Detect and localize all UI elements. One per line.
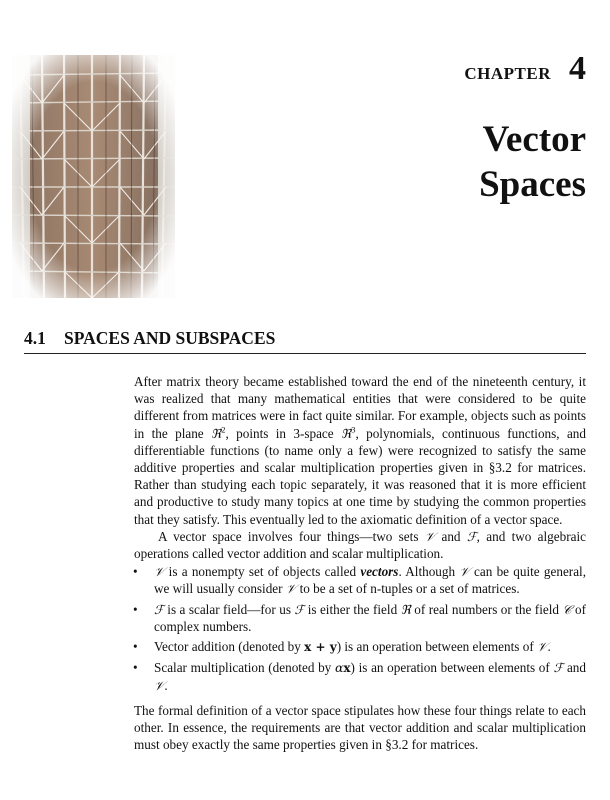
chapter-word: CHAPTER — [464, 64, 551, 83]
emphasis-vectors: vectors — [360, 564, 399, 580]
vector-x: x — [343, 661, 351, 676]
bullet-text: ) is an operation between elements of — [350, 660, 554, 676]
bullet-text: Vector addition (denoted by — [154, 639, 305, 655]
set-v-symbol: 𝒱 — [154, 678, 165, 694]
bullet-icon: • — [133, 660, 138, 676]
section-title: SPACES AND SUBSPACES — [64, 328, 276, 348]
bullet-text: is a scalar field—for us — [163, 601, 295, 617]
intro-text-2: , points in 3-space — [225, 425, 341, 441]
complex-symbol: 𝒞 — [562, 601, 572, 617]
chapter-photo-scaffolding — [12, 55, 175, 298]
chapter-title-line1: Vector — [482, 119, 586, 160]
bullet-text: . — [164, 678, 168, 694]
four-things-text-1: A vector space involves four things—two sets — [158, 528, 425, 544]
section-heading — [24, 326, 586, 354]
bullet-icon: • — [133, 601, 138, 617]
bullet-text: ) is an operation between elements of — [336, 639, 538, 655]
intro-text-1: After matrix theory became established toward the end of the nineteenth century, it was realized that many mathematical entities that were considered to be quite different from matrices were in fact quite similar. For example, objects such as points in the plane — [134, 374, 586, 441]
paragraph-four-things — [134, 528, 586, 562]
superscript-3: 3 — [351, 424, 356, 435]
bullet-text: to be a set of n-tuples or a set of matrices. — [296, 581, 520, 597]
set-f-symbol: ℱ — [294, 601, 305, 617]
set-v-symbol: 𝒱 — [459, 564, 470, 580]
bullet-text: Scalar multiplication (denoted by — [154, 660, 335, 676]
paragraph-intro — [134, 373, 586, 528]
chapter-title — [286, 117, 586, 207]
vector-sum: x + y — [304, 640, 337, 655]
chapter-label — [464, 50, 586, 88]
bullet-text: is either the field — [304, 601, 401, 617]
set-v-symbol: 𝒱 — [154, 564, 165, 580]
bullet-text: . Although — [398, 564, 460, 580]
chapter-title-line2: Spaces — [479, 164, 586, 205]
real-symbol: ℜ — [211, 425, 222, 441]
set-v-symbol: 𝒱 — [424, 528, 436, 544]
four-things-text-2: and — [435, 528, 467, 544]
bullet-text: is a nonempty set of objects called — [164, 564, 361, 580]
set-v-symbol: 𝒱 — [285, 581, 297, 597]
alpha-symbol: α — [334, 660, 344, 676]
real-symbol: ℜ — [400, 601, 411, 617]
bullet-text: . — [547, 639, 551, 655]
set-v-symbol: 𝒱 — [537, 639, 548, 655]
superscript-2: 2 — [221, 424, 226, 435]
bullet-text: of complex numbers. — [154, 601, 586, 634]
set-f-symbol: ℱ — [154, 601, 164, 617]
bullet-text: and — [563, 660, 586, 676]
bullet-text: of real numbers or the field — [410, 601, 563, 617]
bullet-text: can be quite general, we will usually consider — [154, 564, 587, 597]
body-text — [134, 373, 586, 753]
list-item — [134, 601, 586, 635]
list-item — [134, 563, 586, 597]
paragraph-formal-definition: The formal definition of a vector space stipulates how these four things relate to each other. In essence, the requirements are that vector addition and scalar multiplication must obey exactly the same properties given in §3.2 for matrices. — [134, 702, 586, 753]
real-symbol: ℜ — [341, 425, 352, 441]
bullet-list — [134, 563, 586, 694]
intro-text-3: , polynomials, continuous functions, and differentiable functions (to name only a few) were recognized to satisfy the same additive properties and scalar multiplication properties given in §3.2 for matrices. Rather than studying each topic separately, it was reasoned that it is more efficient and productive to study many topics at one time by studying the common properties that they satisfy. This eventually led to the axiomatic definition of a vector space. — [134, 425, 586, 527]
list-item — [134, 659, 586, 694]
set-f-symbol: ℱ — [466, 528, 477, 544]
section-number: 4.1 — [24, 328, 46, 348]
bullet-icon: • — [133, 564, 138, 580]
set-f-symbol: ℱ — [553, 660, 564, 676]
four-things-text-3: , and two algebraic operations called vector addition and scalar multiplication. — [134, 528, 586, 562]
chapter-number: 4 — [569, 50, 586, 87]
bullet-icon: • — [133, 639, 138, 655]
list-item — [134, 638, 586, 656]
